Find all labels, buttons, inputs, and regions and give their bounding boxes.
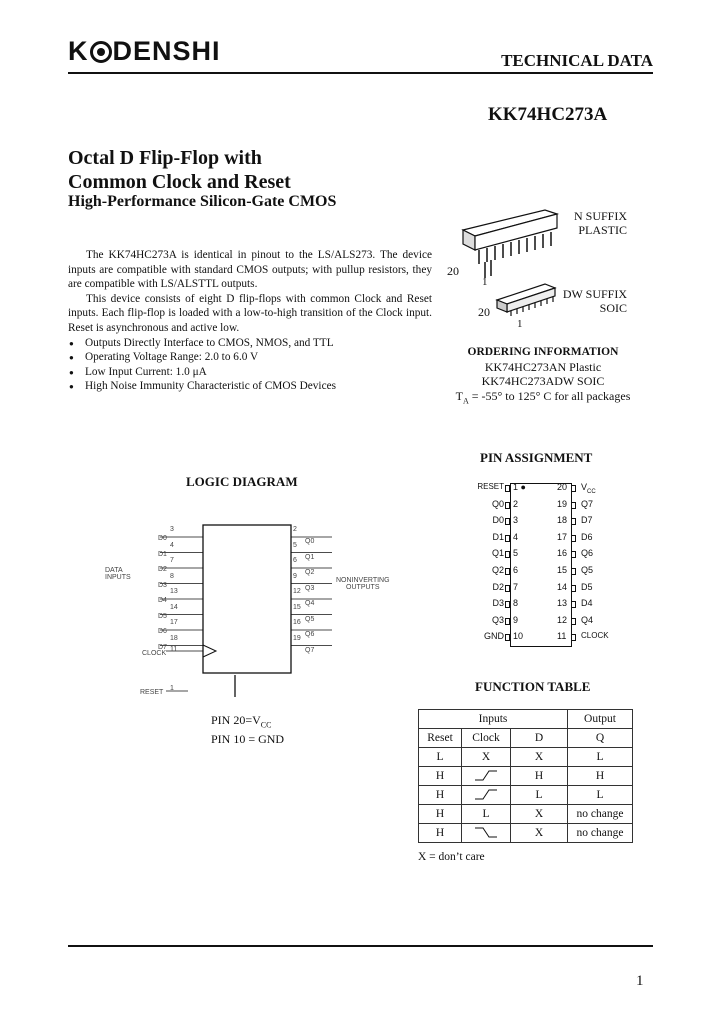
pin-stub-left: [505, 568, 510, 575]
ta-sub: A: [462, 395, 469, 405]
n-type: PLASTIC: [578, 223, 627, 237]
pin-note-vcc: [211, 713, 284, 732]
pin-stub-left: [505, 551, 510, 558]
page-number: 1: [636, 973, 644, 989]
logo-o-icon: [90, 41, 112, 63]
output-name: Q6: [305, 631, 315, 638]
description-paragraph-1: The KK74HC273A is identical in pinout to the LS/ALS273. The device inputs are compatible with standard CMOS outputs; with pullup resistors, they are compatible with LS/ALSTTL outputs.: [68, 249, 432, 291]
falling-edge-icon: [473, 826, 499, 838]
pin-number-right: 19: [557, 498, 568, 509]
input-name: D6: [158, 628, 167, 635]
pin-number-left: 8: [513, 598, 519, 609]
table-cell: L: [568, 786, 633, 805]
pin-number-left: 2: [513, 498, 519, 509]
output-name: Q0: [305, 538, 315, 545]
pin-name-left: D2: [492, 581, 504, 592]
pin-name-left: Q2: [491, 565, 504, 575]
rising-edge-icon: [473, 788, 499, 800]
ordering-temperature: [448, 389, 638, 409]
input-pin-number: 18: [170, 634, 178, 642]
pin-number-right: 14: [557, 581, 568, 592]
pin-stub-right: [571, 502, 576, 509]
pin-name-left: D3: [492, 598, 504, 609]
table-row: [419, 767, 633, 786]
table-row: [419, 786, 633, 805]
output-pin-number: 15: [293, 603, 301, 611]
pin-stub-left: [505, 518, 510, 525]
pin-number-left: 5: [513, 548, 519, 559]
pin-stub-right: [571, 518, 576, 525]
pin-note-vcc-sub: CC: [260, 720, 272, 730]
input-pin-number: 8: [170, 572, 174, 580]
function-table-footnote: X = don’t care: [418, 851, 485, 863]
pin-name-right: D7: [581, 515, 593, 526]
outputs-label: [336, 577, 390, 591]
table-cell: H: [419, 824, 462, 843]
pin-number-left: 1 ●: [513, 482, 526, 492]
soic-pin1-label: 1: [517, 318, 523, 330]
pin-name-left: Q3: [491, 614, 504, 625]
n-suffix: N SUFFIX: [573, 209, 627, 223]
table-cell: L: [511, 786, 568, 805]
output-name: Q5: [305, 615, 315, 623]
table-cell: [462, 824, 511, 843]
pin-number-right: 20: [557, 482, 568, 492]
column-header: Clock: [462, 729, 511, 748]
pin-number-left: 3: [513, 515, 519, 526]
table-cell: L: [568, 748, 633, 767]
title-line-2: Common Clock and Reset: [68, 171, 291, 193]
pin-stub-left: [505, 535, 510, 542]
pin-stub-right: [571, 551, 576, 558]
input-name: D0: [158, 535, 167, 542]
pin-stub-left: [505, 601, 510, 608]
table-row: [419, 824, 633, 843]
table-cell: [462, 767, 511, 786]
reset-pin: 1: [170, 685, 174, 692]
output-pin-number: 12: [293, 588, 301, 595]
inputs-group-header: Inputs: [419, 710, 568, 729]
pin-stub-right: [571, 601, 576, 608]
table-cell: no change: [568, 805, 633, 824]
outputs-label-2: OUTPUTS: [346, 584, 380, 591]
pin-stub-left: [505, 485, 510, 492]
table-cell: H: [419, 805, 462, 824]
ta-text: = -55° to 125° C for all packages: [468, 388, 631, 403]
page-title: [68, 146, 291, 194]
pin-stub-left: [505, 618, 510, 625]
pin-number-left: 9: [513, 614, 519, 625]
function-table-title: FUNCTION TABLE: [475, 679, 591, 694]
input-pin-number: 17: [170, 619, 178, 626]
logo-text-k: K: [68, 36, 89, 66]
n-suffix-label: [540, 209, 627, 237]
part-number: KK74HC273A: [488, 104, 608, 125]
dip-pin1-label: 1: [482, 276, 488, 288]
table-cell: X: [511, 805, 568, 824]
rising-edge-icon: [473, 769, 499, 781]
pin-name-right: CLOCK: [581, 631, 609, 641]
pin-stub-right: [571, 535, 576, 542]
pin-name-right: D5: [581, 581, 593, 592]
title-line-1: Octal D Flip-Flop with: [68, 147, 262, 169]
output-group-header: Output: [568, 710, 633, 729]
table-cell: L: [462, 805, 511, 824]
input-name: D1: [158, 550, 167, 558]
pin-number-left: 4: [513, 531, 519, 542]
outputs-label-1: NONINVERTING: [336, 577, 390, 584]
output-name: Q3: [305, 584, 315, 592]
pin-name-left: D1: [492, 531, 504, 542]
pin-name-left: Q0: [491, 498, 504, 509]
feature-item: ● Operating Voltage Range: 2.0 to 6.0 V: [85, 350, 432, 365]
input-pin-number: 4: [170, 541, 174, 549]
column-header: D: [511, 729, 568, 748]
pin-name-right: Q7: [581, 498, 594, 509]
pin-notes: [211, 713, 284, 746]
pin-number-right: 11: [557, 631, 567, 642]
input-name: D3: [158, 581, 167, 589]
output-pin-number: 19: [293, 634, 301, 642]
pin-number-left: 6: [513, 565, 519, 575]
dw-suffix-label: [540, 287, 627, 315]
logic-diagram-title: LOGIC DIAGRAM: [186, 474, 298, 489]
feature-item: ● High Noise Immunity Characteristic of CMOS Devices: [85, 379, 432, 394]
table-cell: X: [462, 748, 511, 767]
table-cell: X: [511, 748, 568, 767]
page-subtitle: High-Performance Silicon-Gate CMOS: [68, 193, 337, 210]
output-pin-number: 6: [293, 557, 297, 564]
column-header: Q: [568, 729, 633, 748]
dip-pin20-label: 20: [447, 264, 459, 278]
pin-assignment-title: PIN ASSIGNMENT: [480, 450, 593, 465]
output-name: Q4: [305, 600, 315, 607]
ta-prefix: T: [455, 388, 463, 403]
input-pin-number: 7: [170, 557, 174, 564]
table-cell: no change: [568, 824, 633, 843]
ordering-title: ORDERING INFORMATION: [467, 346, 619, 358]
pin-stub-right: [571, 618, 576, 625]
table-cell: H: [568, 767, 633, 786]
pin-stub-right: [571, 568, 576, 575]
function-table: [418, 709, 633, 843]
table-cell: H: [511, 767, 568, 786]
header-rule: [68, 72, 653, 74]
clock-pin: 11: [170, 646, 178, 653]
description-paragraph-2: This device consists of eight D flip-flops with common Clock and Reset inputs. Each flip-flop is loaded with a low-to-high transition of the Clock input. Reset is asynchronous and active low.: [68, 292, 432, 334]
data-inputs-label: [105, 567, 131, 581]
table-cell: [462, 786, 511, 805]
pin-name-right: Q6: [581, 548, 594, 559]
clock-label: CLOCK: [142, 650, 167, 657]
pin-stub-right: [571, 485, 576, 492]
column-header: Reset: [419, 729, 462, 748]
output-pin-number: 9: [293, 572, 297, 580]
reset-label: RESET: [140, 689, 164, 696]
feature-item: ● Outputs Directly Interface to CMOS, NMOS, and TTL: [85, 336, 432, 351]
dw-type: SOIC: [599, 301, 627, 315]
feature-item: ● Low Input Current: 1.0 μA: [85, 365, 432, 380]
ordering-line-1: KK74HC273AN Plastic: [484, 359, 602, 374]
footer-rule: [68, 945, 653, 947]
pin-number-left: 7: [513, 581, 519, 592]
output-pin-number: 2: [293, 526, 297, 533]
pin-stub-right: [571, 585, 576, 592]
pin-name-right: D4: [581, 598, 593, 609]
pin-name-left: RESET: [477, 482, 504, 491]
pin-stub-left: [505, 585, 510, 592]
output-name: Q2: [305, 569, 315, 576]
output-pin-number: 5: [293, 541, 297, 549]
pin-stub-right: [571, 634, 576, 641]
input-name: D2: [158, 566, 167, 573]
output-name: Q1: [305, 553, 315, 561]
soic-pin20-label: 20: [478, 305, 490, 319]
ordering-information: [448, 345, 638, 408]
input-pin-number: 14: [170, 603, 178, 611]
pin-note-gnd: PIN 10 = GND: [211, 732, 285, 747]
pin-note-vcc-text: PIN 20=V: [211, 713, 261, 727]
output-name: Q7: [305, 646, 315, 654]
pin-number-right: 16: [557, 548, 568, 559]
description: [68, 248, 432, 394]
input-pin-number: 13: [170, 588, 178, 595]
table-cell: L: [419, 748, 462, 767]
pin-name-left: GND: [484, 631, 504, 642]
pin-name-right: D6: [581, 531, 593, 542]
pin-name-right: Q4: [581, 614, 594, 625]
pin-number-right: 18: [557, 515, 568, 526]
dw-suffix: DW SUFFIX: [562, 287, 627, 301]
feature-list: [68, 336, 432, 394]
pin-name-left: Q1: [491, 548, 504, 559]
table-row: [419, 805, 633, 824]
pin-stub-left: [505, 634, 510, 641]
logo-text-denshi: DENSHI: [112, 36, 221, 66]
pin-number-left: 10: [513, 631, 524, 642]
section-label: TECHNICAL DATA: [501, 51, 653, 70]
company-logo: [68, 36, 221, 67]
pin-number-right: 13: [557, 598, 568, 609]
pin-number-right: 15: [557, 565, 568, 575]
data-inputs-label-1: DATA: [105, 567, 123, 574]
pin-number-right: 12: [557, 614, 568, 625]
table-row: [419, 748, 633, 767]
data-inputs-label-2: INPUTS: [105, 574, 131, 581]
output-pin-number: 16: [293, 619, 301, 626]
input-name: D7: [158, 643, 167, 651]
input-name: D5: [158, 612, 167, 620]
ordering-line-2: KK74HC273ADW SOIC: [481, 374, 605, 388]
input-name: D4: [158, 597, 167, 604]
pin-stub-left: [505, 502, 510, 509]
table-cell: H: [419, 786, 462, 805]
pin-name-right: $V_{CC}$: [581, 482, 596, 495]
table-cell: X: [511, 824, 568, 843]
logic-diagram-labels: [100, 515, 400, 705]
input-pin-number: 3: [170, 526, 174, 533]
pin-number-right: 17: [557, 531, 568, 542]
pin-name-left: D0: [492, 515, 504, 526]
pin-name-right: Q5: [581, 565, 594, 575]
table-cell: H: [419, 767, 462, 786]
pin-assignment-diagram: [460, 478, 630, 648]
